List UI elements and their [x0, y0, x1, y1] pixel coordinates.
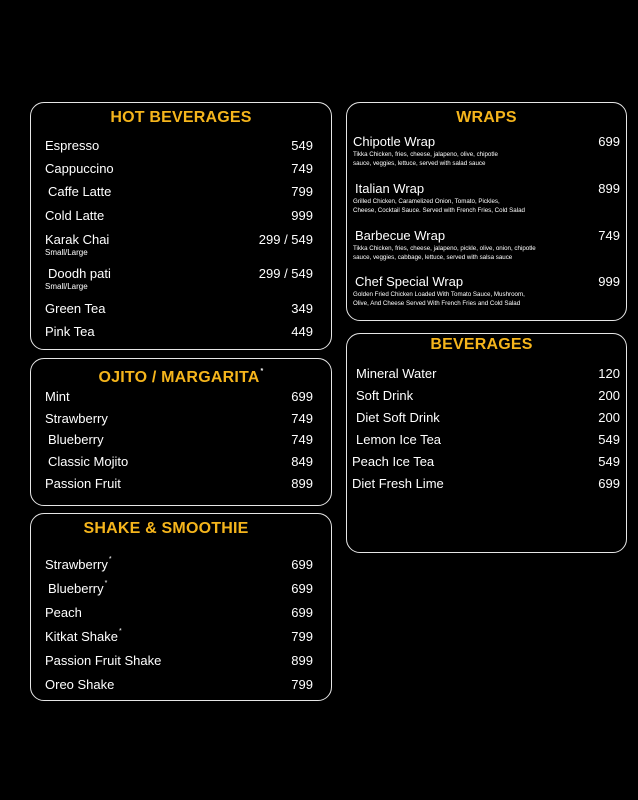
item-price: 749 [291, 411, 313, 426]
item-name: Espresso [45, 138, 100, 153]
menu-item [31, 677, 331, 697]
item-price: 749 [291, 161, 313, 176]
menu-item [31, 605, 331, 625]
menu-item [31, 557, 331, 577]
hot-beverages-section [30, 102, 332, 350]
item-price: 749 [598, 228, 620, 243]
item-price: 699 [291, 581, 313, 596]
item-name [48, 581, 107, 596]
asterisk-mark: * [104, 580, 108, 587]
item-name: Cappuccino [45, 161, 114, 176]
menu-item [31, 161, 331, 181]
description-line: sauce, veggies, lettuce, served with salad sauce [353, 159, 486, 167]
item-price: 549 [291, 138, 313, 153]
item-price: 349 [291, 301, 313, 316]
item-size-note: Small/Large [45, 248, 88, 257]
item-name: Lemon Ice Tea [356, 432, 442, 447]
menu-item [347, 410, 626, 430]
item-name: Barbecue Wrap [355, 228, 446, 243]
item-name: Blueberry [48, 432, 104, 447]
item-price: 699 [598, 476, 620, 491]
mojito-margarita-section [30, 358, 332, 506]
item-price: 749 [291, 432, 313, 447]
item-name: Classic Mojito [48, 454, 129, 469]
item-name: Chipotle Wrap [353, 134, 436, 149]
item-price: 799 [291, 677, 313, 692]
item-price: 200 [598, 410, 620, 425]
item-name: Passion Fruit [45, 476, 121, 491]
menu-item [31, 454, 331, 474]
item-price: 899 [598, 181, 620, 196]
item-description [353, 198, 525, 215]
item-name: Diet Soft Drink [356, 410, 440, 425]
item-price: 120 [598, 366, 620, 381]
item-price: 549 [598, 432, 620, 447]
shake-smoothie-section [30, 513, 332, 701]
menu-item [347, 228, 626, 264]
description-line: sauce, veggies, cabbage, lettuce, served with salsa sauce [353, 253, 513, 261]
item-name: Pink Tea [45, 324, 95, 339]
asterisk-mark: * [260, 368, 264, 375]
item-name: Karak Chai [45, 232, 110, 247]
menu-item [31, 232, 331, 257]
item-description [353, 245, 536, 262]
item-price: 200 [598, 388, 620, 403]
item-name: Diet Fresh Lime [352, 476, 444, 491]
item-price: 699 [291, 605, 313, 620]
description-line: Cheese, Cocktail Sauce. Served with French Fries, Cold Salad [353, 206, 525, 214]
menu-item [31, 389, 331, 409]
item-price: 899 [291, 476, 313, 491]
item-name: Green Tea [45, 301, 106, 316]
menu-item [347, 274, 626, 310]
section-title: SHAKE & SMOOTHIE [83, 520, 249, 537]
item-name: Soft Drink [356, 388, 414, 403]
item-price: 299 / 549 [258, 266, 313, 281]
item-name: Caffe Latte [48, 184, 112, 199]
item-name: Chef Special Wrap [355, 274, 464, 289]
item-price: 549 [598, 454, 620, 469]
item-name: Oreo Shake [45, 677, 115, 692]
item-name-text: Strawberry [45, 557, 108, 572]
item-price: 299 / 549 [258, 232, 313, 247]
item-name-text: Blueberry [48, 581, 104, 596]
item-name: Mineral Water [356, 366, 437, 381]
menu-item [347, 432, 626, 452]
menu-item [31, 324, 331, 344]
item-price: 699 [291, 389, 313, 404]
item-description [353, 151, 498, 168]
section-title: BEVERAGES [430, 336, 533, 353]
item-description [353, 291, 525, 308]
menu-item [31, 653, 331, 673]
description-line: Tikka Chicken, fries, cheese, jalapeno, olive, chipotle [353, 151, 498, 158]
item-price: 849 [291, 454, 313, 469]
item-price: 999 [291, 208, 313, 223]
item-name: Cold Latte [45, 208, 105, 223]
description-line: Tikka Chicken, fries, cheese, jalapeno, pickle, olive, onion, chipotle [353, 245, 536, 252]
section-title [31, 369, 331, 387]
menu-item [31, 208, 331, 228]
menu-item [31, 411, 331, 431]
item-name: Peach [45, 605, 82, 620]
item-price: 799 [291, 184, 313, 199]
section-title: WRAPS [456, 109, 517, 126]
menu-item [31, 629, 331, 649]
item-name-text: Kitkat Shake [45, 629, 118, 644]
menu-item [31, 432, 331, 452]
item-name: Italian Wrap [355, 181, 425, 196]
item-name [45, 557, 112, 572]
item-price: 899 [291, 653, 313, 668]
menu-item [31, 301, 331, 321]
menu-item [31, 184, 331, 204]
description-line: Olive, And Cheese Served With French Fries and Cold Salad [353, 299, 521, 307]
menu-item [31, 476, 331, 496]
menu-item [31, 138, 331, 158]
description-line: Golden Fried Chicken Loaded With Tomato Sauce, Mushroom, [353, 291, 525, 298]
menu-item [347, 388, 626, 408]
menu-item [31, 581, 331, 601]
section-title: HOT BEVERAGES [110, 109, 252, 126]
section-title-text: OJITO / MARGARITA [98, 369, 260, 386]
description-line: Grilled Chicken, Caramelized Onion, Tomato, Pickles, [353, 198, 500, 205]
item-name: Peach Ice Tea [352, 454, 435, 469]
item-price: 699 [291, 557, 313, 572]
item-size-note: Small/Large [45, 282, 88, 291]
menu-item [347, 134, 626, 170]
menu-item [31, 266, 331, 291]
item-price: 699 [598, 134, 620, 149]
asterisk-mark: * [119, 628, 122, 635]
menu-item [347, 454, 626, 474]
menu-item [347, 476, 626, 496]
item-price: 999 [598, 274, 620, 289]
item-name: Doodh pati [48, 266, 111, 281]
item-name [45, 629, 122, 644]
item-name: Passion Fruit Shake [45, 653, 162, 668]
item-name: Mint [45, 389, 70, 404]
asterisk-mark: * [108, 556, 112, 563]
wraps-section [346, 102, 627, 321]
menu-item [347, 366, 626, 386]
beverages-section [346, 333, 627, 553]
item-price: 799 [291, 629, 313, 644]
item-name: Strawberry [45, 411, 108, 426]
menu-item [347, 181, 626, 217]
item-price: 449 [291, 324, 313, 339]
